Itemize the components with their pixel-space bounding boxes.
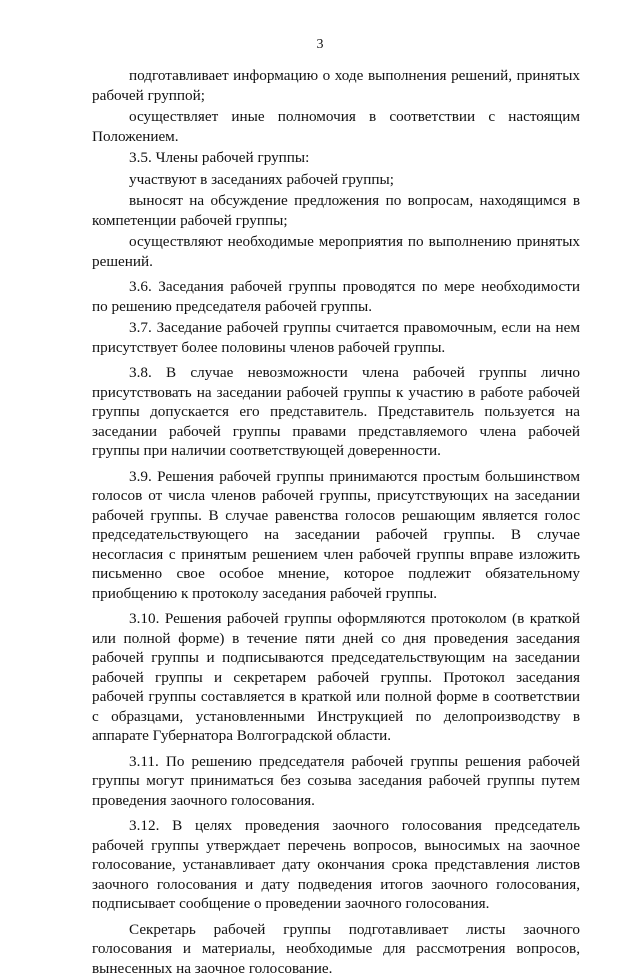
paragraph: Секретарь рабочей группы подготавливает листы заочного голосования и материалы, необходимые для рассмотрения вопросов, вынесенных на заочное голосование.: [92, 920, 580, 977]
paragraph: выносят на обсуждение предложения по вопросам, находящимся в компетенции рабочей группы;: [92, 192, 580, 229]
paragraph: 3.12. В целях проведения заочного голосования председатель рабочей группы утверждает перечень вопросов, выносимых на заочное голосование, устанавливает дату окончания срока представления листов заочного голосования и дату подведения итогов заочного голосования, подписывает сообщение о проведении заочного голосования.: [92, 817, 580, 912]
paragraph: 3.7. Заседание рабочей группы считается правомочным, если на нем присутствует более половины членов рабочей группы.: [92, 319, 580, 356]
paragraph: 3.8. В случае невозможности члена рабочей группы лично присутствовать на заседании рабочей группы к участию в работе рабочей группы допускается его представитель. Представитель пользуется на заседании рабочей группы правами представляемого члена рабочей группы при наличии соответствующей доверенности.: [92, 364, 580, 459]
paragraph: 3.10. Решения рабочей группы оформляются протоколом (в краткой или полной форме) в течение пяти дней со дня проведения заседания рабочей группы и подписываются председательствующим на заседании рабочей группы и секретарем рабочей группы. Протокол заседания рабочей группы составляется в краткой или полной форме в соответствии с образцами, установленными Инструкцией по делопроизводству в аппарате Губернатора Волгоградской области.: [92, 610, 580, 744]
paragraph: 3.11. По решению председателя рабочей группы решения рабочей группы могут приниматься без созыва заседания рабочей группы путем проведения заочного голосования.: [92, 752, 580, 809]
paragraph: подготавливает информацию о ходе выполнения решений, принятых рабочей группой;: [92, 67, 580, 104]
paragraph: 3.6. Заседания рабочей группы проводятся по мере необходимости по решению председателя рабочей группы.: [92, 278, 580, 315]
paragraph: 3.9. Решения рабочей группы принимаются простым большинством голосов от числа членов рабочей группы, присутствующих на заседании рабочей группы. В случае равенства голосов решающим является голос председательствующего на заседании рабочей группы. В случае несогласия с принятым решением член рабочей группы вправе изложить письменно свое особое мнение, которое подлежит обязательному приобщению к протоколу заседания рабочей группы.: [92, 467, 580, 602]
paragraph: участвуют в заседаниях рабочей группы;: [129, 170, 394, 188]
paragraph: осуществляет иные полномочия в соответствии с настоящим Положением.: [92, 108, 580, 145]
paragraph: осуществляют необходимые мероприятия по выполнению принятых решений.: [92, 233, 580, 270]
paragraph: 3.5. Члены рабочей группы:: [129, 149, 310, 166]
page-number: 3: [316, 37, 324, 52]
document-body: [92, 66, 580, 980]
